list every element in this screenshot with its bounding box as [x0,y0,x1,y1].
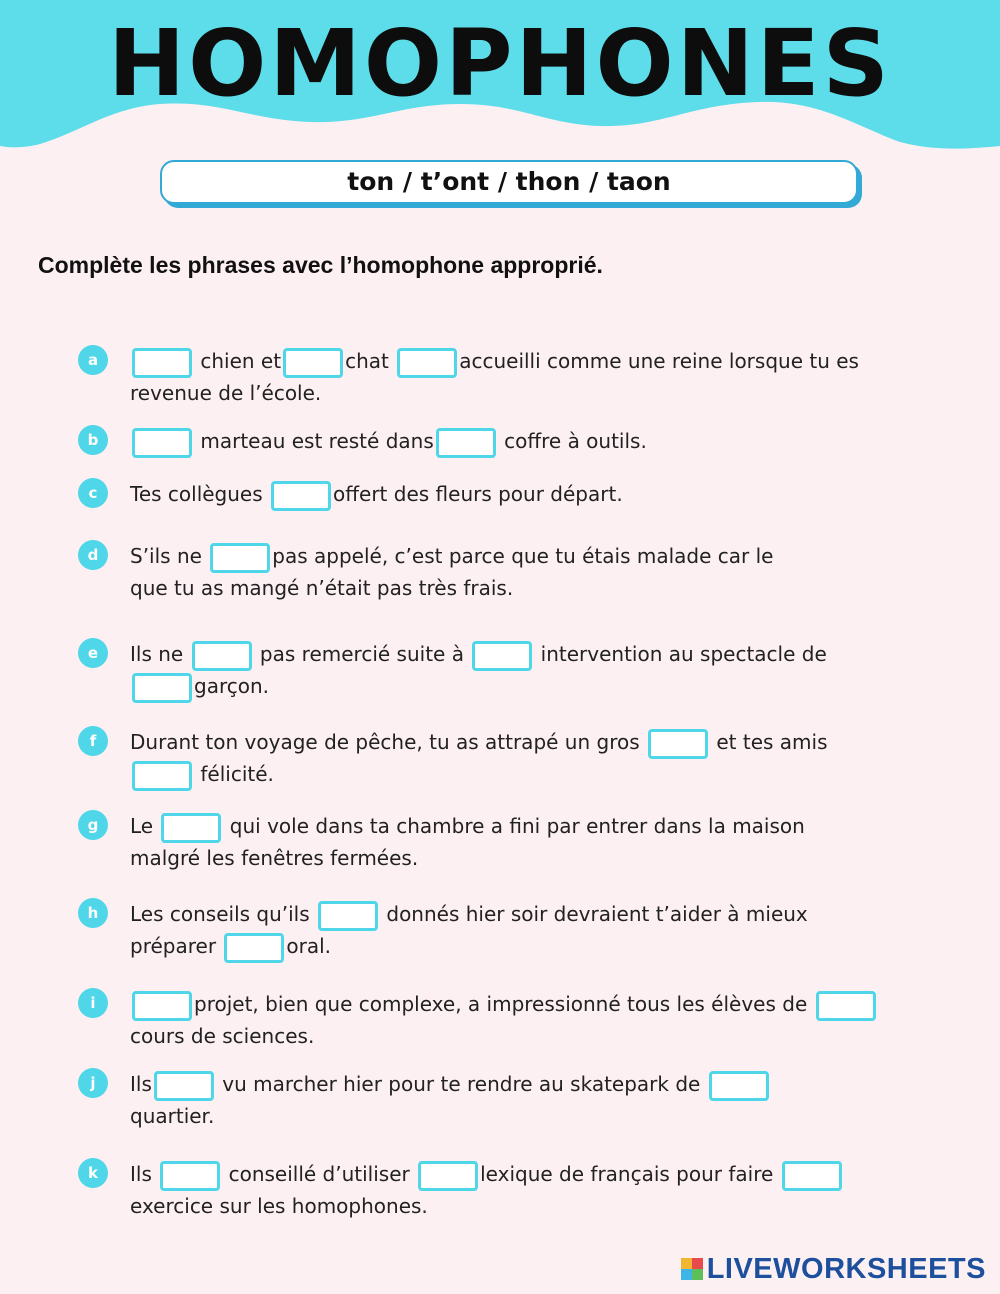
instruction-text: Complète les phrases avec l’homophone approprié. [38,252,603,278]
sentence-line [130,898,808,930]
sentence-text: conseillé d’utiliser [222,1162,417,1186]
sentence-text: que tu as mangé n’était pas très frais. [130,576,514,600]
sentence-text: vu marcher hier pour te rendre au skatepark de [215,1072,707,1096]
logo-square [681,1258,692,1269]
sentence-line [130,810,805,842]
sentence-text: garçon. [194,674,269,698]
sentence-line [130,478,623,510]
logo-square [681,1269,692,1280]
answer-blank[interactable] [132,991,192,1021]
sentence-text: oral. [286,934,332,958]
sentence-text: Ils [130,1072,152,1096]
item-letter-badge: i [78,988,108,1018]
sentence-text: revenue de l’école. [130,381,322,405]
liveworksheets-logo-icon [681,1258,703,1280]
item-letter-badge: g [78,810,108,840]
answer-blank[interactable] [132,348,192,378]
sentence-text: et tes amis [710,730,828,754]
sentence-line [130,345,859,377]
sentence-line [130,540,773,572]
answer-blank[interactable] [472,641,532,671]
answer-blank[interactable] [283,348,343,378]
item-letter-badge: d [78,540,108,570]
liveworksheets-logo [681,1252,986,1286]
logo-square [692,1258,703,1269]
sentence-text: coffre à outils. [497,429,647,453]
sentence-text: donnés hier soir devraient t’aider à mieux [380,902,808,926]
sentence-line [130,726,828,758]
answer-blank[interactable] [397,348,457,378]
sentence-text: Ils ne [130,642,190,666]
sentence-text: accueilli comme une reine lorsque tu es [459,349,859,373]
logo-square [692,1269,703,1280]
item-letter-badge: b [78,425,108,455]
sentence-text: chien et [194,349,282,373]
answer-blank[interactable] [782,1161,842,1191]
sentence-line [130,377,321,409]
answer-blank[interactable] [154,1071,214,1101]
sentence-text: quartier. [130,1104,215,1128]
sentence-line [130,758,274,790]
sentence-line [130,425,647,457]
answer-blank[interactable] [192,641,252,671]
sentence-line [130,930,331,962]
item-letter-badge: a [78,345,108,375]
answer-blank[interactable] [132,761,192,791]
sentence-text: cours de sciences. [130,1024,315,1048]
sentence-line [130,988,878,1020]
sentence-text: qui vole dans ta chambre a fini par entrer dans la maison [223,814,805,838]
sentence-line [130,638,827,670]
sentence-line [130,1190,428,1222]
answer-blank[interactable] [709,1071,769,1101]
header-banner [0,0,1000,160]
sentence-line [130,1068,771,1100]
sentence-text: préparer [130,934,223,958]
answer-blank[interactable] [132,428,192,458]
page-title: HOMOPHONES [108,10,892,117]
answer-blank[interactable] [436,428,496,458]
item-letter-badge: j [78,1068,108,1098]
sentence-text: chat [345,349,396,373]
sentence-text: marteau est resté dans [194,429,434,453]
item-letter-badge: e [78,638,108,668]
sentence-text: Les conseils qu’ils [130,902,317,926]
sentence-text: intervention au spectacle de [534,642,827,666]
item-letter-badge: c [78,478,108,508]
answer-blank[interactable] [816,991,876,1021]
sentence-line [130,670,269,702]
sentence-text: pas remercié suite à [253,642,471,666]
answer-blank[interactable] [161,813,221,843]
sentence-line [130,842,418,874]
answer-blank[interactable] [210,543,270,573]
sentence-text: Tes collègues [130,482,270,506]
answer-blank[interactable] [160,1161,220,1191]
answer-blank[interactable] [224,933,284,963]
sentence-text: malgré les fenêtres fermées. [130,846,419,870]
sentence-text: pas appelé, c’est parce que tu étais malade car le [272,544,774,568]
sentence-text: exercice sur les homophones. [130,1194,428,1218]
sentence-text: Ils [130,1162,159,1186]
sentence-line [130,1158,844,1190]
logo-text: LIVEWORKSHEETS [706,1252,986,1285]
item-letter-badge: f [78,726,108,756]
sentence-text: félicité. [194,762,274,786]
sentence-line [130,1100,214,1132]
homophones-subtitle: ton / t’ont / thon / taon [160,160,858,204]
answer-blank[interactable] [648,729,708,759]
sentence-text: S’ils ne [130,544,209,568]
sentence-text: lexique de français pour faire [480,1162,780,1186]
item-letter-badge: k [78,1158,108,1188]
answer-blank[interactable] [318,901,378,931]
sentence-text: projet, bien que complexe, a impressionné tous les élèves de [194,992,814,1016]
sentence-text: offert des fleurs pour départ. [333,482,623,506]
sentence-text: Le [130,814,160,838]
sentence-line [130,572,513,604]
item-letter-badge: h [78,898,108,928]
answer-blank[interactable] [271,481,331,511]
sentence-text: Durant ton voyage de pêche, tu as attrapé un gros [130,730,646,754]
answer-blank[interactable] [418,1161,478,1191]
answer-blank[interactable] [132,673,192,703]
sentence-line [130,1020,314,1052]
